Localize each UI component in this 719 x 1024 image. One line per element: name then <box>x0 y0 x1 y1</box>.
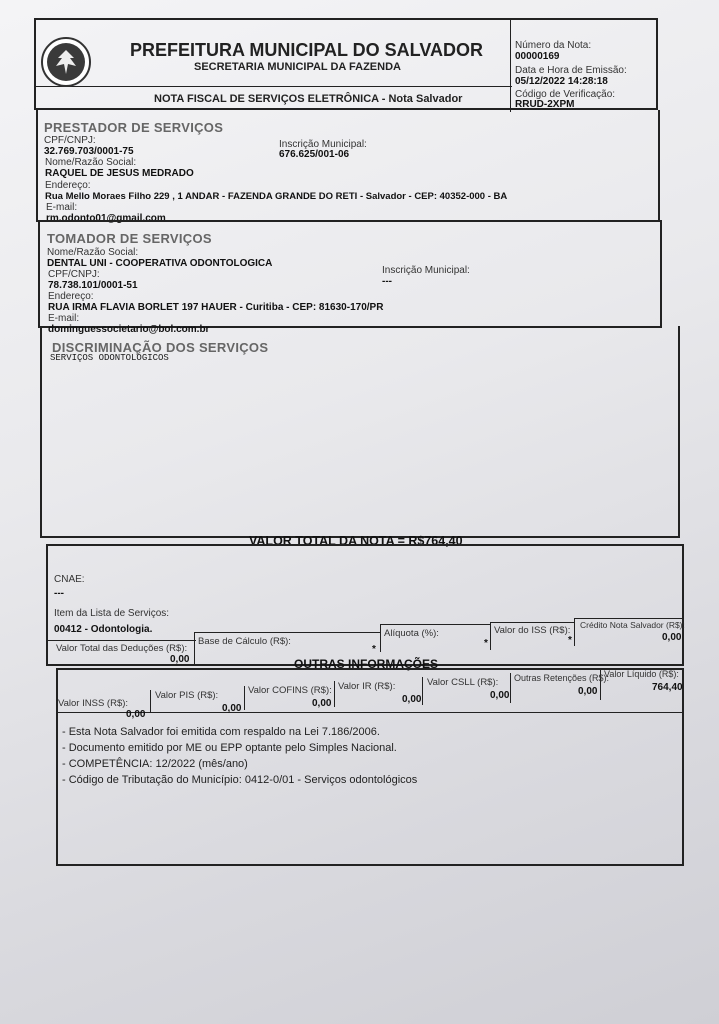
item-value: 00412 - Odontologia. <box>54 624 153 635</box>
tax-inss-value: 0,00 <box>126 709 146 720</box>
base-label: Base de Cálculo (R$): <box>198 636 291 647</box>
note-line: - Esta Nota Salvador foi emitida com respaldo na Lei 7.186/2006. <box>62 726 380 738</box>
discriminacao-text: SERVIÇOS ODONTOLÓGICOS <box>50 353 169 363</box>
prestador-name-label: Nome/Razão Social: <box>45 157 137 168</box>
tomador-address: RUA IRMA FLAVIA BORLET 197 HAUER - Curitiba - CEP: 81630-170/PR <box>48 302 384 313</box>
tax-ir-value: 0,00 <box>402 694 422 705</box>
prestador-im: 676.625/001-06 <box>279 149 350 160</box>
cnae-label: CNAE: <box>54 574 85 585</box>
prestador-address-label: Endereço: <box>45 180 91 191</box>
doc-type-title: NOTA FISCAL DE SERVIÇOS ELETRÔNICA - Nota Salvador <box>154 93 463 105</box>
prestador-email: rm.odonto01@gmail.com <box>46 213 166 224</box>
prestador-title: PRESTADOR DE SERVIÇOS <box>44 120 224 135</box>
tax-outras-value: 0,00 <box>578 686 598 697</box>
outras-title: OUTRAS INFORMAÇÕES <box>294 657 438 671</box>
credito-value: 0,00 <box>662 632 682 643</box>
tax-pis-value: 0,00 <box>222 703 242 714</box>
note-number-label: Número da Nota: <box>515 40 592 51</box>
tomador-title: TOMADOR DE SERVIÇOS <box>47 231 212 246</box>
note-number: 00000169 <box>515 51 560 62</box>
tax-liquido-value: 764,40 <box>652 682 683 693</box>
note-line: - Código de Tributação do Município: 0412-0/01 - Serviços odontológicos <box>62 774 418 786</box>
emission-label: Data e Hora de Emissão: <box>515 65 627 76</box>
total-value: VALOR TOTAL DA NOTA = R$764,40 <box>249 534 463 548</box>
prestador-cpf: 32.769.703/0001-75 <box>44 146 134 157</box>
tomador-cpf-label: CPF/CNPJ: <box>48 269 100 280</box>
coat-of-arms-icon <box>40 36 92 88</box>
base-value: * <box>372 644 376 655</box>
tomador-name: DENTAL UNI - COOPERATIVA ODONTOLOGICA <box>47 258 273 269</box>
credito-label: Crédito Nota Salvador (R$): <box>580 620 685 630</box>
secretariat-title: SECRETARIA MUNICIPAL DA FAZENDA <box>194 61 401 73</box>
item-label: Item da Lista de Serviços: <box>54 608 170 619</box>
tax-cofins-value: 0,00 <box>312 698 332 709</box>
tomador-email: dominguessocietario@bol.com.br <box>48 324 210 335</box>
tax-pis-label: Valor PIS (R$): <box>155 690 219 701</box>
prestador-address: Rua Mello Moraes Filho 229 , 1 ANDAR - FAZENDA GRANDE DO RETI - Salvador - CEP: 40352-000 - BA <box>45 191 508 202</box>
iss-value: * <box>568 635 572 646</box>
iss-label: Valor do ISS (R$): <box>494 625 571 636</box>
cnae-value: --- <box>54 588 64 599</box>
emission-datetime: 05/12/2022 14:28:18 <box>515 76 608 87</box>
prestador-name: RAQUEL DE JESUS MEDRADO <box>45 168 194 179</box>
tax-outras-label: Outras Retenções (R$): <box>514 673 610 683</box>
tomador-email-label: E-mail: <box>48 313 80 324</box>
city-title: PREFEITURA MUNICIPAL DO SALVADOR <box>130 40 484 60</box>
tomador-cpf: 78.738.101/0001-51 <box>48 280 138 291</box>
aliquota-label: Alíquota (%): <box>384 628 439 639</box>
tomador-name-label: Nome/Razão Social: <box>47 247 139 258</box>
tomador-im: --- <box>382 276 392 287</box>
tax-ir-label: Valor IR (R$): <box>338 681 396 692</box>
prestador-cpf-label: CPF/CNPJ: <box>44 135 96 146</box>
tax-csll-label: Valor CSLL (R$): <box>427 677 499 688</box>
tax-liquido-label: Valor Líquido (R$): <box>604 669 679 679</box>
discriminacao-title: DISCRIMINAÇÃO DOS SERVIÇOS <box>52 340 269 355</box>
tax-cofins-label: Valor COFINS (R$): <box>248 685 332 696</box>
prestador-im-label: Inscrição Municipal: <box>279 139 367 150</box>
deducoes-value: 0,00 <box>170 654 190 665</box>
tomador-im-label: Inscrição Municipal: <box>382 265 470 276</box>
tax-inss-label: Valor INSS (R$): <box>58 698 129 709</box>
verification-code: RRUD-2XPM <box>515 99 575 110</box>
tomador-address-label: Endereço: <box>48 291 94 302</box>
deducoes-label: Valor Total das Deduções (R$): <box>56 643 188 654</box>
note-line: - Documento emitido por ME ou EPP optante pelo Simples Nacional. <box>62 742 397 754</box>
aliquota-value: * <box>484 638 488 649</box>
tax-csll-value: 0,00 <box>490 690 510 701</box>
verification-label: Código de Verificação: <box>515 89 616 100</box>
note-line: - COMPETÊNCIA: 12/2022 (mês/ano) <box>62 758 248 770</box>
prestador-email-label: E-mail: <box>46 202 78 213</box>
